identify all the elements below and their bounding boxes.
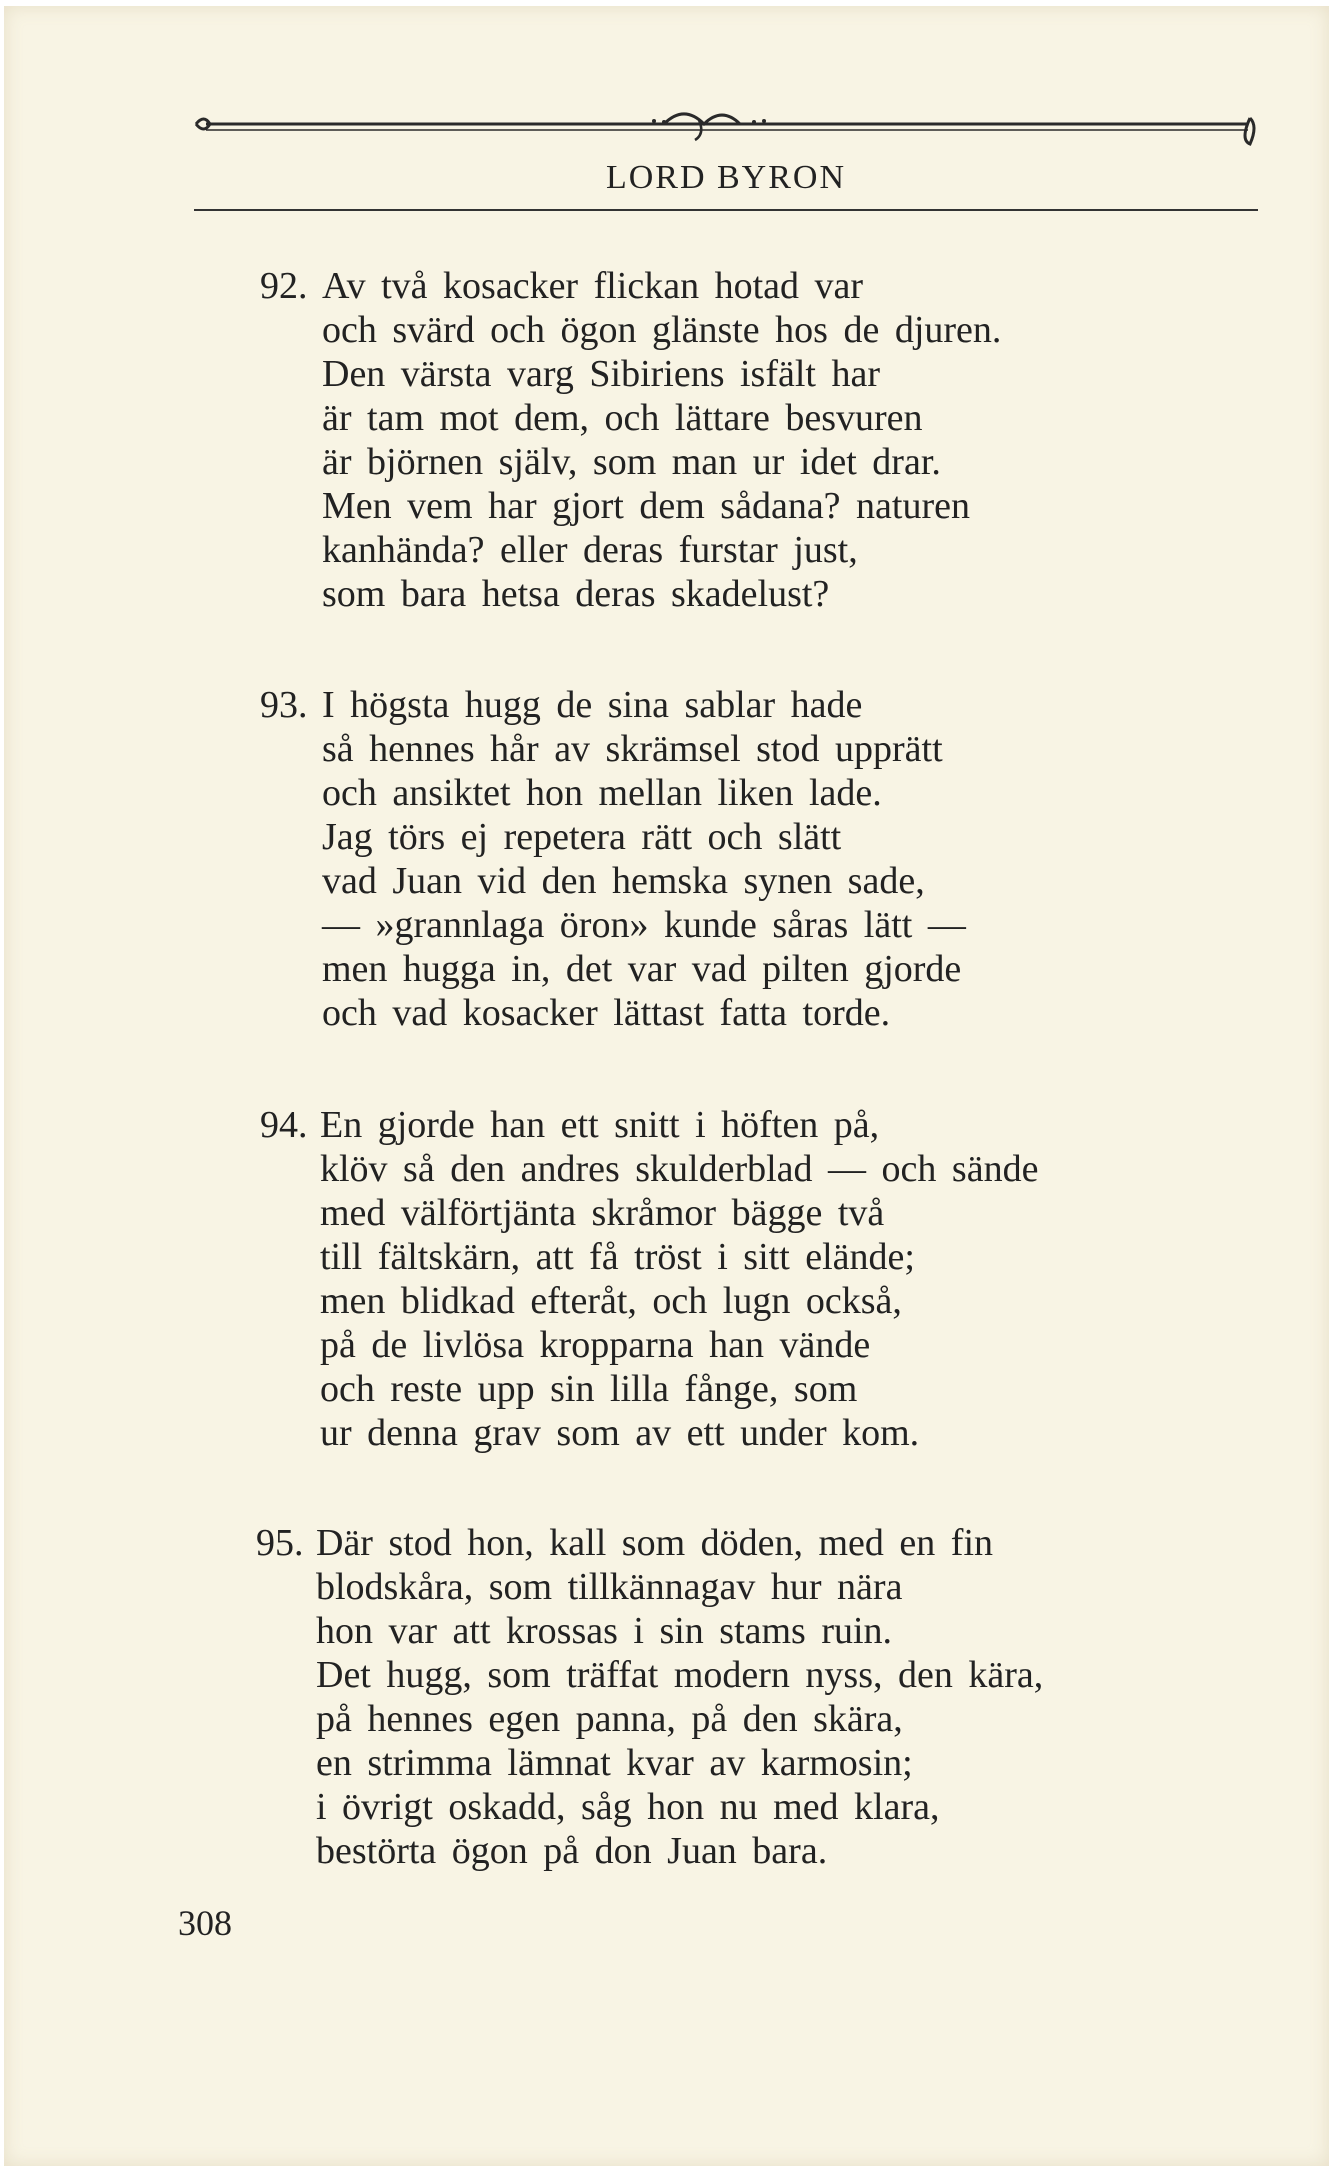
verse-line: och svärd och ögon glänste hos de djuren. [322,309,1002,351]
header-rule [194,209,1258,211]
stanza-number: 93. [260,684,308,726]
verse-line: En gjorde han ett snitt i höften på, [320,1104,880,1146]
verse-line: och ansiktet hon mellan liken lade. [322,772,882,814]
stanza-number: 94. [260,1104,308,1146]
verse-line: Av två kosacker flickan hotad var [322,265,864,307]
verse-line: som bara hetsa deras skadelust? [322,573,830,615]
verse-line: ur denna grav som av ett under kom. [320,1412,920,1454]
verse-line: vad Juan vid den hemska synen sade, [322,860,925,902]
verse-line: Men vem har gjort dem sådana? naturen [322,485,970,527]
verse-line: klöv så den andres skulderblad — och sände [320,1148,1039,1190]
stanza-number: 92. [260,265,308,307]
verse-line: men hugga in, det var vad pilten gjorde [322,948,962,990]
verse-line: på de livlösa kropparna han vände [320,1324,871,1366]
verse-line: i övrigt oskadd, såg hon nu med klara, [316,1786,940,1828]
verse-line: men blidkad efteråt, och lugn också, [320,1280,902,1322]
verse-line: Jag törs ej repetera rätt och slätt [322,816,842,858]
running-header: LORD BYRON [605,159,847,196]
book-page [4,6,1329,2166]
verse-line: hon var att krossas i sin stams ruin. [316,1610,893,1652]
verse-line: på hennes egen panna, på den skära, [316,1698,903,1740]
verse-line: med välförtjänta skråmor bägge två [320,1192,885,1234]
verse-line: och reste upp sin lilla fånge, som [320,1368,858,1410]
verse-line: är tam mot dem, och lättare besvuren [322,397,923,439]
stanza-number: 95. [256,1522,304,1564]
page-number: 308 [178,1903,232,1943]
verse-line: kanhända? eller deras furstar just, [322,529,858,571]
verse-line: I högsta hugg de sina sablar hade [322,684,863,726]
verse-line: en strimma lämnat kvar av karmosin; [316,1742,913,1784]
verse-line: bestörta ögon på don Juan bara. [316,1830,828,1872]
verse-line: blodskåra, som tillkännagav hur nära [316,1566,903,1608]
verse-line: Där stod hon, kall som döden, med en fin [316,1522,994,1564]
verse-line: — »grannlaga öron» kunde såras lätt — [322,904,966,946]
verse-line: så hennes hår av skrämsel stod upprätt [322,728,943,770]
verse-line: till fältskärn, att få tröst i sitt elände; [320,1236,915,1278]
verse-line: Det hugg, som träffat modern nyss, den kära, [316,1654,1044,1696]
verse-line: är björnen själv, som man ur idet drar. [322,441,941,483]
verse-line: och vad kosacker lättast fatta torde. [322,992,891,1034]
verse-line: Den värsta varg Sibiriens isfält har [322,353,880,395]
